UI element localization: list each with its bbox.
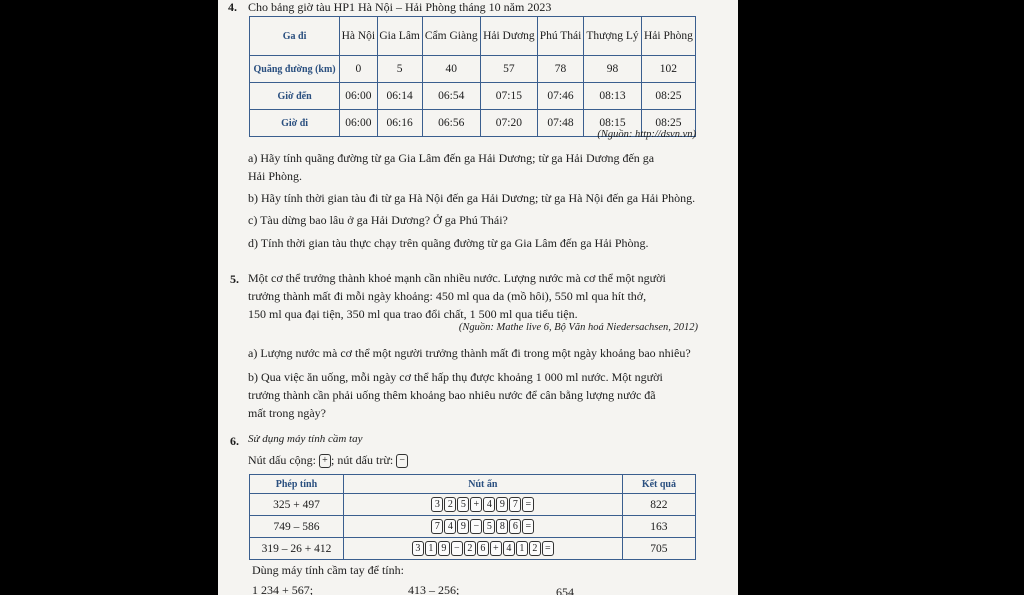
- timetable-cell: 0: [340, 56, 377, 83]
- calculator-key-icon: 4: [503, 541, 515, 556]
- timetable-cell: 08:15: [584, 110, 642, 137]
- textbook-page: [218, 0, 738, 595]
- key-sequence: [412, 541, 554, 556]
- minus-label: ; nút dấu trừ:: [331, 453, 394, 467]
- calculator-key-icon: 7: [509, 497, 521, 512]
- q5-line3: 150 ml qua đại tiện, 350 ml qua trao đổi chất, 1 500 ml qua tiểu tiện.: [248, 307, 578, 321]
- timetable-cell: 07:48: [537, 110, 583, 137]
- calculator-key-icon: −: [451, 541, 463, 556]
- calculator-key-icon: =: [522, 519, 534, 534]
- timetable-header-row: [250, 17, 696, 56]
- calculator-key-icon: 3: [412, 541, 424, 556]
- timetable-cell: 08:25: [641, 83, 695, 110]
- calc-expression: 319 – 26 + 412: [250, 538, 344, 560]
- calculator-key-icon: 2: [444, 497, 456, 512]
- q5-line1: Một cơ thể trưởng thành khoẻ mạnh cần nhiều nước. Lượng nước mà cơ thể một người: [248, 271, 666, 285]
- calculator-key-icon: =: [522, 497, 534, 512]
- timetable-cell: 06:00: [340, 83, 377, 110]
- calculator-key-icon: 9: [457, 519, 469, 534]
- timetable-cell: 57: [480, 56, 537, 83]
- q4-b: b) Hãy tính thời gian tàu đi từ ga Hà Nội đến ga Hải Dương; từ ga Hà Nội đến ga Hải Phòng.: [248, 191, 696, 205]
- calc-expression: 749 – 586: [250, 516, 344, 538]
- calculator-key-icon: 1: [516, 541, 528, 556]
- q6-exercise-3: 654: [556, 585, 574, 595]
- timetable-cell: 07:20: [480, 110, 537, 137]
- calculator-key-icon: +: [470, 497, 482, 512]
- calculator-key-icon: 4: [444, 519, 456, 534]
- timetable-header-label: Ga đi: [250, 17, 340, 56]
- q4-title: Cho bảng giờ tàu HP1 Hà Nội – Hải Phòng tháng 10 năm 2023: [248, 0, 552, 14]
- calc-keys: [343, 516, 622, 538]
- timetable-cell: 06:14: [377, 83, 422, 110]
- timetable-cell: 102: [641, 56, 695, 83]
- minus-key-icon: −: [396, 454, 408, 468]
- calculator-key-icon: 3: [431, 497, 443, 512]
- calc-result: 705: [622, 538, 695, 560]
- calculator-key-icon: 8: [496, 519, 508, 534]
- timetable-cell: 06:56: [422, 110, 480, 137]
- calc-header-cell: Kết quả: [622, 475, 695, 494]
- calc-result: 163: [622, 516, 695, 538]
- timetable-row: [250, 83, 696, 110]
- q4-number: 4.: [228, 0, 237, 14]
- calculator-key-icon: 5: [483, 519, 495, 534]
- q6-number: 6.: [230, 434, 239, 448]
- timetable: [249, 16, 696, 137]
- timetable-row-label: Giờ đi: [250, 110, 340, 137]
- q6-footer: Dùng máy tính cầm tay để tính:: [252, 563, 404, 577]
- calculator-key-icon: 2: [464, 541, 476, 556]
- timetable-cell: 5: [377, 56, 422, 83]
- timetable-cell: 06:00: [340, 110, 377, 137]
- key-sequence: [431, 497, 534, 512]
- plus-label: Nút dấu cộng:: [248, 453, 316, 467]
- timetable-cell: 98: [584, 56, 642, 83]
- timetable-cell: 07:46: [537, 83, 583, 110]
- calculator-key-icon: 5: [457, 497, 469, 512]
- q5-a: a) Lượng nước mà cơ thể một người trưởng thành mất đi trong một ngày khoảng bao nhiêu?: [248, 346, 691, 360]
- q5-source: (Nguồn: Mathe live 6, Bộ Văn hoá Niedersachsen, 2012): [458, 322, 698, 333]
- q4-c: c) Tàu dừng bao lâu ở ga Hải Dương? Ở ga Phú Thái?: [248, 213, 508, 227]
- calc-row: [250, 494, 696, 516]
- calc-expression: 325 + 497: [250, 494, 344, 516]
- q4-a-line1: a) Hãy tính quãng đường từ ga Gia Lâm đến ga Hải Dương; từ ga Hải Dương đến ga: [248, 151, 655, 165]
- calculator-key-icon: 9: [438, 541, 450, 556]
- timetable-row-label: Giờ đến: [250, 83, 340, 110]
- timetable-station-header: Gia Lâm: [377, 17, 422, 56]
- calculator-key-icon: 1: [425, 541, 437, 556]
- calculator-key-icon: −: [470, 519, 482, 534]
- calculator-key-icon: 4: [483, 497, 495, 512]
- plus-key-icon: +: [319, 454, 331, 468]
- q4-d: d) Tính thời gian tàu thực chạy trên quãng đường từ ga Gia Lâm đến ga Hải Phòng.: [248, 236, 649, 250]
- calculator-key-icon: 2: [529, 541, 541, 556]
- calculator-key-icon: 6: [509, 519, 521, 534]
- calc-row: [250, 538, 696, 560]
- timetable-cell: 40: [422, 56, 480, 83]
- timetable-station-header: Cẩm Giàng: [422, 17, 480, 56]
- timetable-cell: 06:16: [377, 110, 422, 137]
- calc-keys: [343, 538, 622, 560]
- calculator-key-icon: =: [542, 541, 554, 556]
- calculator-key-icon: +: [490, 541, 502, 556]
- timetable-cell: 06:54: [422, 83, 480, 110]
- timetable-station-header: Thượng Lý: [584, 17, 642, 56]
- calculator-key-icon: 6: [477, 541, 489, 556]
- timetable-row: [250, 56, 696, 83]
- q6-exercise-1: 1 234 + 567;: [252, 583, 314, 595]
- q6-key-legend: [248, 452, 408, 469]
- timetable-cell: 78: [537, 56, 583, 83]
- timetable-station-header: Phú Thái: [537, 17, 583, 56]
- calc-header-cell: Phép tính: [250, 475, 344, 494]
- q5-b-line1: b) Qua việc ăn uống, mỗi ngày cơ thể hấp thụ được khoảng 1 000 ml nước. Một người: [248, 370, 663, 384]
- timetable-cell: 08:25: [641, 110, 695, 137]
- calc-header-cell: Nút ấn: [343, 475, 622, 494]
- timetable-cell: 07:15: [480, 83, 537, 110]
- q5-line2: trưởng thành mất đi mỗi ngày khoảng: 450 ml qua da (mồ hôi), 550 ml qua hít thở,: [248, 289, 647, 303]
- q6-exercise-2: 413 – 256;: [408, 583, 460, 595]
- calc-header-row: [250, 475, 696, 494]
- q4-source: (Nguồn: http://dsvn.vn): [597, 129, 696, 140]
- calculator-table: [249, 474, 696, 560]
- timetable-cell: 08:13: [584, 83, 642, 110]
- key-sequence: [431, 519, 534, 534]
- calc-keys: [343, 494, 622, 516]
- timetable-station-header: Hải Phòng: [641, 17, 695, 56]
- q5-number: 5.: [230, 272, 239, 286]
- calculator-key-icon: 7: [431, 519, 443, 534]
- q4-a-line2: Hải Phòng.: [248, 169, 302, 183]
- calculator-key-icon: 9: [496, 497, 508, 512]
- calc-row: [250, 516, 696, 538]
- timetable-station-header: Hà Nội: [340, 17, 377, 56]
- q5-b-line2: trưởng thành cần phải uống thêm khoảng bao nhiêu nước để cân bằng lượng nước đã: [248, 388, 656, 402]
- q5-b-line3: mất trong ngày?: [248, 406, 326, 420]
- q6-title: Sử dụng máy tính cầm tay: [248, 433, 363, 445]
- calc-result: 822: [622, 494, 695, 516]
- timetable-station-header: Hải Dương: [480, 17, 537, 56]
- timetable-row-label: Quãng đường (km): [250, 56, 340, 83]
